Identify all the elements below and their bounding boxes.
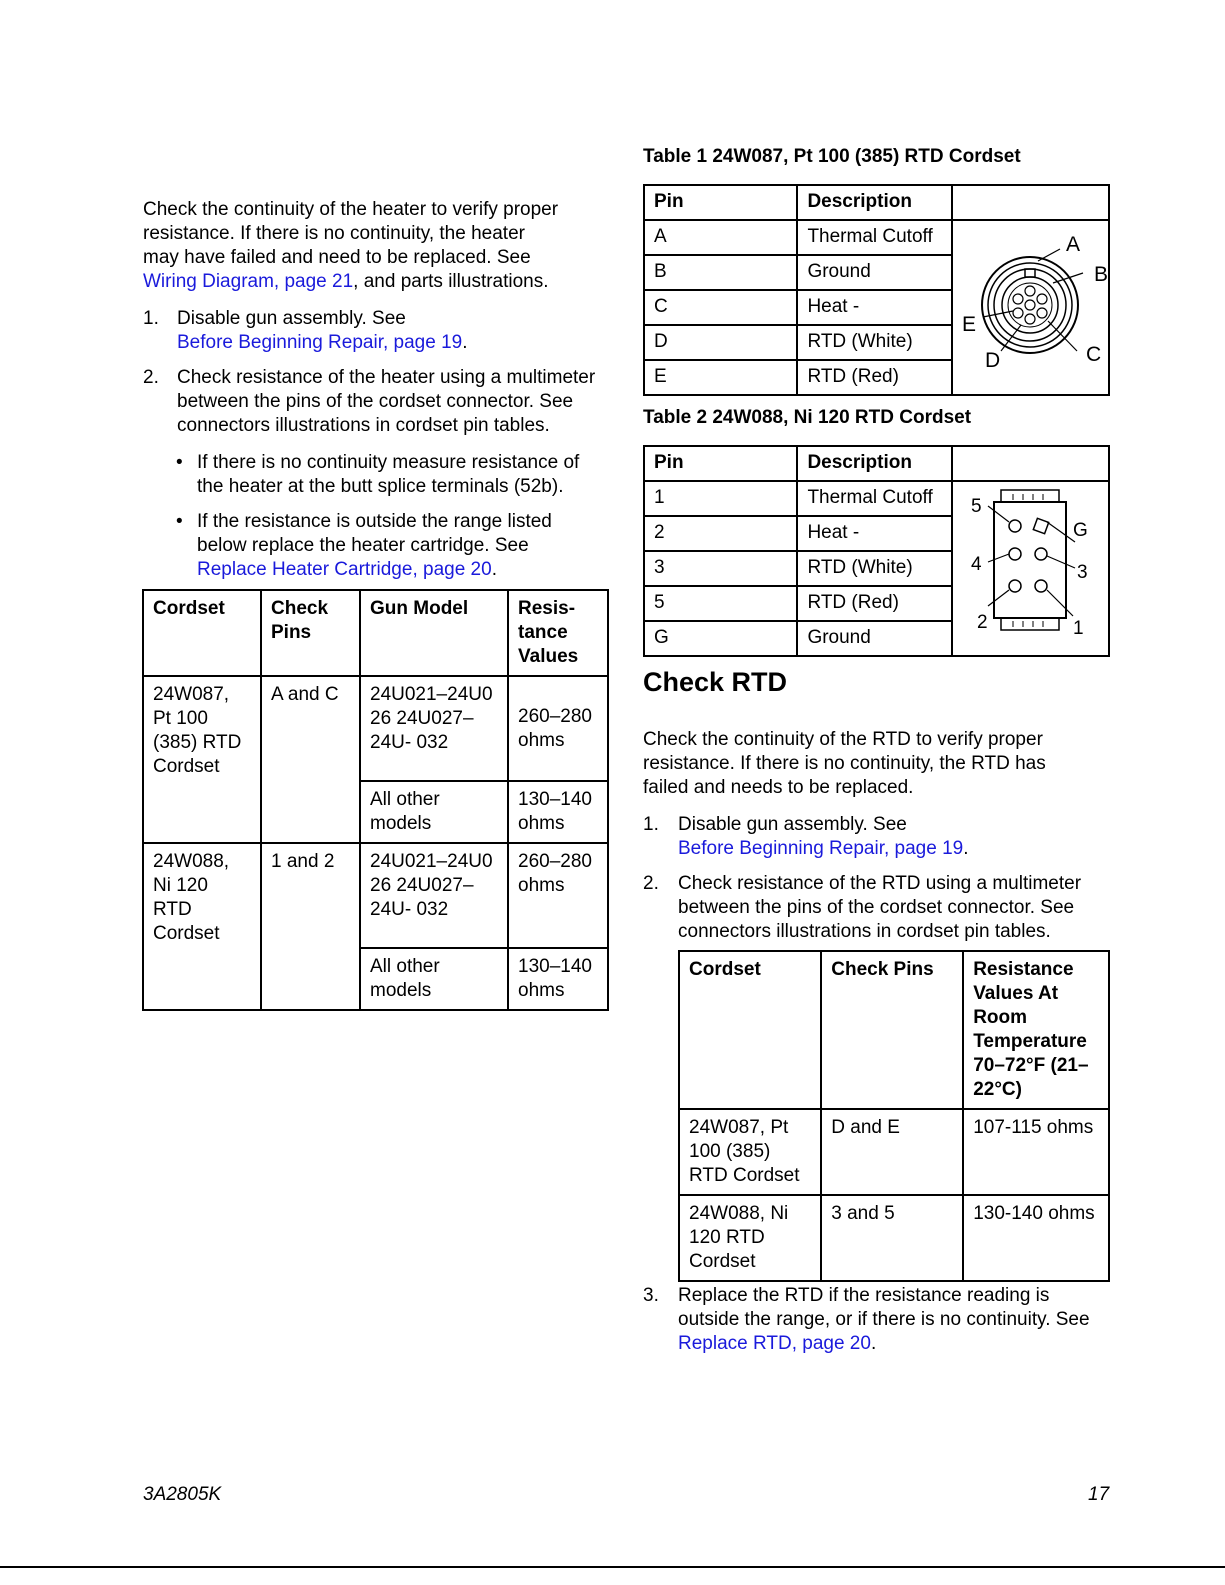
step-number: 1. bbox=[643, 814, 659, 835]
pin-label: E bbox=[961, 313, 976, 336]
before-beginning-repair-link[interactable]: Before Beginning Repair, page 19 bbox=[678, 838, 964, 859]
document-number: 3A2805K bbox=[143, 1484, 222, 1505]
rtd-step-1 bbox=[643, 813, 1123, 861]
desc-cell: Thermal Cutoff bbox=[797, 481, 952, 516]
step-text: Disable gun assembly. See bbox=[678, 814, 907, 835]
connector-1-diagram bbox=[953, 221, 1108, 391]
col-header: Check Pins bbox=[261, 590, 360, 676]
bullet-line: the heater at the butt splice terminals (52b). bbox=[197, 476, 564, 497]
heater-bullet-2 bbox=[176, 510, 616, 582]
table-cell: All other models bbox=[360, 948, 508, 1010]
pin-label: 1 bbox=[1072, 618, 1084, 639]
intro-line: Check the continuity of the heater to verify proper bbox=[143, 199, 559, 220]
pin-cell: D bbox=[644, 325, 797, 360]
pin-label: 4 bbox=[970, 554, 982, 575]
table1-title: Table 1 24W087, Pt 100 (385) RTD Cordset bbox=[643, 146, 1021, 167]
table-cell: 24U021–24U0 26 24U027–24U- 032 bbox=[360, 676, 508, 781]
pin-label: B bbox=[1093, 263, 1108, 286]
heater-intro bbox=[143, 198, 613, 294]
bullet-line: If there is no continuity measure resistance of bbox=[197, 452, 580, 473]
desc-cell: RTD (White) bbox=[797, 551, 952, 586]
table-cell: 260–280 ohms bbox=[508, 676, 608, 781]
step-line: between the pins of the cordset connector. See bbox=[177, 391, 574, 412]
pin-table-2 bbox=[643, 445, 1110, 657]
desc-cell: RTD (Red) bbox=[797, 360, 952, 395]
pin-cell: 1 bbox=[644, 481, 797, 516]
col-header: Cordset bbox=[143, 590, 261, 676]
col-header: Pin bbox=[644, 185, 797, 220]
pin-label: 5 bbox=[970, 496, 982, 517]
step-line: connectors illustrations in cordset pin tables. bbox=[678, 921, 1051, 942]
table-cell: 3 and 5 bbox=[821, 1195, 963, 1281]
table-cell: 107-115 ohms bbox=[963, 1109, 1109, 1195]
wiring-diagram-link[interactable]: Wiring Diagram, page 21 bbox=[143, 271, 354, 292]
col-header: Resis- tance Values bbox=[508, 590, 608, 676]
check-rtd-heading: Check RTD bbox=[643, 667, 788, 697]
table-cell: 24U021–24U0 26 24U027–24U- 032 bbox=[360, 843, 508, 948]
connector-2-diagram bbox=[953, 482, 1108, 652]
intro-line: Check the continuity of the RTD to verify proper bbox=[643, 729, 1043, 750]
heater-step-2 bbox=[143, 366, 623, 438]
col-header: Description bbox=[797, 185, 952, 220]
pin-cell: B bbox=[644, 255, 797, 290]
pin-cell: 3 bbox=[644, 551, 797, 586]
pin-label: 2 bbox=[976, 612, 988, 633]
bullet-tail: . bbox=[491, 559, 497, 580]
col-header: Pin bbox=[644, 446, 797, 481]
desc-cell: Thermal Cutoff bbox=[797, 220, 952, 255]
replace-rtd-link[interactable]: Replace RTD, page 20 bbox=[678, 1333, 871, 1354]
pin-label: D bbox=[984, 349, 1001, 372]
bottom-rule bbox=[0, 1566, 1225, 1568]
step-line: outside the range, or if there is no continuity. See bbox=[678, 1309, 1090, 1330]
heater-resistance-table bbox=[142, 589, 609, 1011]
col-header: Gun Model bbox=[360, 590, 508, 676]
step-tail: . bbox=[963, 838, 969, 859]
desc-cell: Heat - bbox=[797, 290, 952, 325]
table2-title: Table 2 24W088, Ni 120 RTD Cordset bbox=[643, 407, 972, 428]
step-line: Check resistance of the heater using a multimeter bbox=[177, 367, 596, 388]
pin-label: G bbox=[1072, 520, 1088, 541]
bullet-line: If the resistance is outside the range listed bbox=[197, 511, 552, 532]
blank-header bbox=[952, 446, 1109, 481]
step-number: 2. bbox=[143, 367, 159, 388]
blank-header bbox=[952, 185, 1109, 220]
desc-cell: Ground bbox=[797, 255, 952, 290]
rtd-step-2 bbox=[643, 872, 1123, 944]
pin-label: C bbox=[1085, 343, 1102, 366]
bullet-icon: • bbox=[176, 452, 183, 473]
step-line: Replace the RTD if the resistance reading is bbox=[678, 1285, 1050, 1306]
pin-table-1 bbox=[643, 184, 1110, 396]
table-cell: 24W088, Ni 120 RTD Cordset bbox=[143, 843, 261, 1010]
intro-line: resistance. If there is no continuity, the RTD has bbox=[643, 753, 1046, 774]
table-cell: 130–140 ohms bbox=[508, 781, 608, 843]
step-line: Check resistance of the RTD using a multimeter bbox=[678, 873, 1082, 894]
intro-line: failed and needs to be replaced. bbox=[643, 777, 914, 798]
step-line: connectors illustrations in cordset pin tables. bbox=[177, 415, 550, 436]
bullet-line: below replace the heater cartridge. See bbox=[197, 535, 529, 556]
pin-label: A bbox=[1065, 233, 1080, 256]
desc-cell: Heat - bbox=[797, 516, 952, 551]
col-header: Description bbox=[797, 446, 952, 481]
step-number: 2. bbox=[643, 873, 659, 894]
table-cell: 24W087, Pt 100 (385) RTD Cordset bbox=[143, 676, 261, 843]
intro-line: may have failed and need to be replaced. See bbox=[143, 247, 531, 268]
table-cell: 130–140 ohms bbox=[508, 948, 608, 1010]
desc-cell: Ground bbox=[797, 621, 952, 656]
col-header: Check Pins bbox=[821, 951, 963, 1109]
page-number: 17 bbox=[1088, 1484, 1110, 1505]
step-number: 1. bbox=[143, 308, 159, 329]
pin-cell: 5 bbox=[644, 586, 797, 621]
rtd-intro bbox=[643, 728, 1123, 800]
table-cell: 130-140 ohms bbox=[963, 1195, 1109, 1281]
step-tail: . bbox=[462, 332, 468, 353]
step-text: Disable gun assembly. See bbox=[177, 308, 406, 329]
desc-cell: RTD (Red) bbox=[797, 586, 952, 621]
table-cell: 24W087, Pt 100 (385) RTD Cordset bbox=[679, 1109, 821, 1195]
step-tail: . bbox=[870, 1333, 877, 1354]
table-cell: D and E bbox=[821, 1109, 963, 1195]
col-header: Resistance Values At Room Temperature 70–72°F (21–22°C) bbox=[963, 951, 1109, 1109]
pin-cell: E bbox=[644, 360, 797, 395]
pin-label: 3 bbox=[1076, 562, 1088, 583]
bullet-icon: • bbox=[176, 511, 183, 532]
heater-bullet-1 bbox=[176, 451, 616, 499]
pin-cell: 2 bbox=[644, 516, 797, 551]
connector-1-cell bbox=[952, 220, 1109, 395]
before-beginning-repair-link[interactable]: Before Beginning Repair, page 19 bbox=[177, 332, 463, 353]
table-cell: All other models bbox=[360, 781, 508, 843]
pin-cell: A bbox=[644, 220, 797, 255]
pin-cell: C bbox=[644, 290, 797, 325]
table-cell: 1 and 2 bbox=[261, 843, 360, 1010]
pin-cell: G bbox=[644, 621, 797, 656]
table-cell: A and C bbox=[261, 676, 360, 843]
intro-tail: , and parts illustrations. bbox=[353, 271, 549, 292]
table-cell: 24W088, Ni 120 RTD Cordset bbox=[679, 1195, 821, 1281]
step-number: 3. bbox=[643, 1285, 659, 1306]
rtd-resistance-table bbox=[678, 950, 1110, 1282]
step-line: between the pins of the cordset connector. See bbox=[678, 897, 1075, 918]
col-header: Cordset bbox=[679, 951, 821, 1109]
heater-step-1 bbox=[143, 307, 613, 355]
connector-2-cell bbox=[952, 481, 1109, 656]
desc-cell: RTD (White) bbox=[797, 325, 952, 360]
table-cell: 260–280 ohms bbox=[508, 843, 608, 948]
intro-line: resistance. If there is no continuity, the heater bbox=[143, 223, 525, 244]
rtd-step-3 bbox=[643, 1284, 1133, 1356]
replace-heater-cartridge-link[interactable]: Replace Heater Cartridge, page 20 bbox=[197, 559, 492, 580]
